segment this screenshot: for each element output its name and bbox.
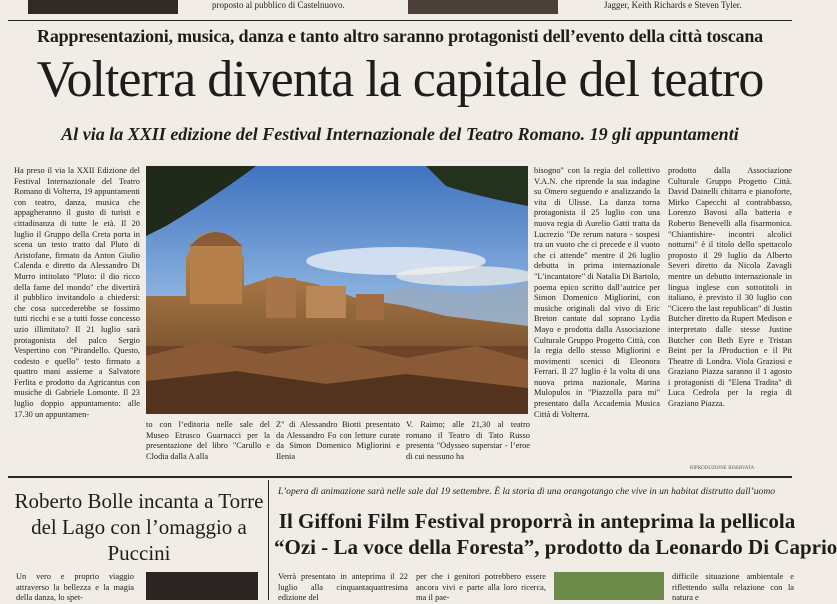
article-column-3: prodotto dalla Associazione Culturale Gruppo Progetto Città. David Dainelli chitarra e pianoforte, Mirko Capecchi al contrabbasso, Lorenzo Bavosi alla batteria e Roberto Benevelli alla fisarmonica. "Chiantishire- incontri alcolici notturni" è il titolo dello spettacolo proposto il 29 luglio da Alberto Severi diretto da Nicola Zavagli mentre un debutto internazionale in lingua inglese con sottotitoli in italiano, è previsto il 30 luglio con "Cicero the last republican" di Justin Butcher diretto da Rupert Medison e interpretato dalle stesse Justine Butcher con Beth Eyre e Tristan Beint per la JProduction e il Pit Theatre di Londra. Viola Graziosi e Graziano Piazza saranno il 1 agosto i protagonisti di "Elena Tradita" di Luca Cedrola per la regia di Graziano Piazza. [668,166,792,409]
previous-photo-right [408,0,558,14]
column-divider [268,480,269,600]
giffoni-photo [554,572,664,600]
bolle-headline: Roberto Bolle incanta a Torre del Lago con l’omaggio a Puccini [14,489,264,565]
giffoni-column-2: per che i genitori potrebbero essere ancora vivi e parte alla loro ricerca, ma il pae- [416,572,546,603]
article-continuation-2: Z" di Alessandro Biotti presentato da Alessandro Fo con letture curate da Simon Domenico Migliorini e Ilenia [276,420,400,461]
giffoni-column-1: Verrà presentato in anteprima il 22 luglio alla cinquantaquattresima edizione del [278,572,408,603]
giffoni-column-3: difficile situazione ambientale e riflettendo sulla relazione con la natura e [672,572,794,603]
previous-article-strip [0,0,800,22]
giffoni-headline-line-2: “Ozi - La voce della Foresta”, prodotto da Leonardo Di Caprio [274,535,837,559]
article-headline: Volterra diventa la capitale del teatro [36,51,764,108]
giffoni-kicker: L’opera di animazione sarà nelle sale dal 19 settembre. È la storia di una orangotango che vive in un habitat distrutto dall’uomo [278,486,776,497]
giffoni-headline [274,508,837,560]
volterra-photo [146,166,528,414]
bolle-text: Un vero e proprio viaggio attraverso la bellezza e la magia della danza, lo spet- [16,572,134,603]
article-continuation-1: to con l’editoria nelle sale del Museo Etrusco Guarnacci per la presentazione del libro "Carullo e Clodia dalla A alla [146,420,270,461]
article-column-1: Ha preso il via la XXII Edizione del Festival Internazionale del Teatro Romano di Volterra, 19 appuntamenti con teatro, danza, musica che appagheranno il gusto di turisti e cittadinanza di tutte le età. Il 20 luglio il Gruppo della Creta porta in scena un testo tratto dal Pluto di Aristofane, firmato da Anton Giulio Calenda e diretto da Alessandro Di Murro intitolato "Pluto: il dio ricco della fame del mondo" che divertirà il pubblico invitandolo a chiedersi: che cosa succederebbe se fossimo tutti ricchi e se a tutti fosse concesso uzio illimitato? Il 21 luglio sarà protagonista del palco Sergio Vespertino con "Pirandello. Questo, codesto e quello" testo firmato a quattro mani assieme a Salvatore Ferlita e prodotto da Agricantus con musiche di Gabriele Lomonte. Il 23 luglio doppio appuntamento: alle 17.30 un appuntamen- [14,166,140,419]
previous-text-left: proposto al pubblico di Castelnuovo. [212,0,345,10]
giffoni-headline-line-1: Il Giffoni Film Festival proporrà in anteprima la pellicola [278,509,796,533]
previous-photo-left [28,0,178,14]
bolle-photo [146,572,258,600]
previous-text-right: Jagger, Keith Richards e Steven Tyler. [604,0,742,10]
article-column-2: bisogno" con la regia del collettivo V.A.N. che riprende la sua indagine su Omero seguendo e analizzando la vita di Ulisse. La danza torna protagonista il 25 luglio con una nuova regia di Aurelio Gatti tratta da Lucrezio "De rerum natura - sospesi tra un vuoto che ci precede e il vuoto che ci attende" mentre il 26 luglio debutta in prima internazionale "L’incantatore" di Natalia Di Bartolo, poema epico scritto dall’autrice per Simon Domenico Migliorini, con musiche originali dal vivo di Eric Breton cantate dal soprano Lydia Mayo e prodotta dalla Associazione Culturale Gruppo Progetto Città, con la regia dello stesso Migliorini e movimenti scenici di Eleonora Ferrari. Il 27 luglio è la volta di una nuova prima nazionale, Marina Mulopulos in "Piazzolla para mi" presentato dalla Accademia Musica Città di Volterra. [534,166,660,419]
article-kicker: Rappresentazioni, musica, danza e tanto altro saranno protagonisti dell’evento della città toscana [37,26,763,46]
section-rule [8,476,792,478]
copyright-note: RIPRODUZIONE RISERVATA [690,466,755,471]
article-subhead: Al via la XXII edizione del Festival Internazionale del Teatro Romano. 19 gli appuntamenti [61,124,739,144]
article-continuation-3: V. Raimo; alle 21,30 al teatro romano il Teatro di Tato Russo presenta "Odysseo superstar - l’eroe di cui nessuno ha [406,420,530,461]
top-rule [8,20,792,21]
